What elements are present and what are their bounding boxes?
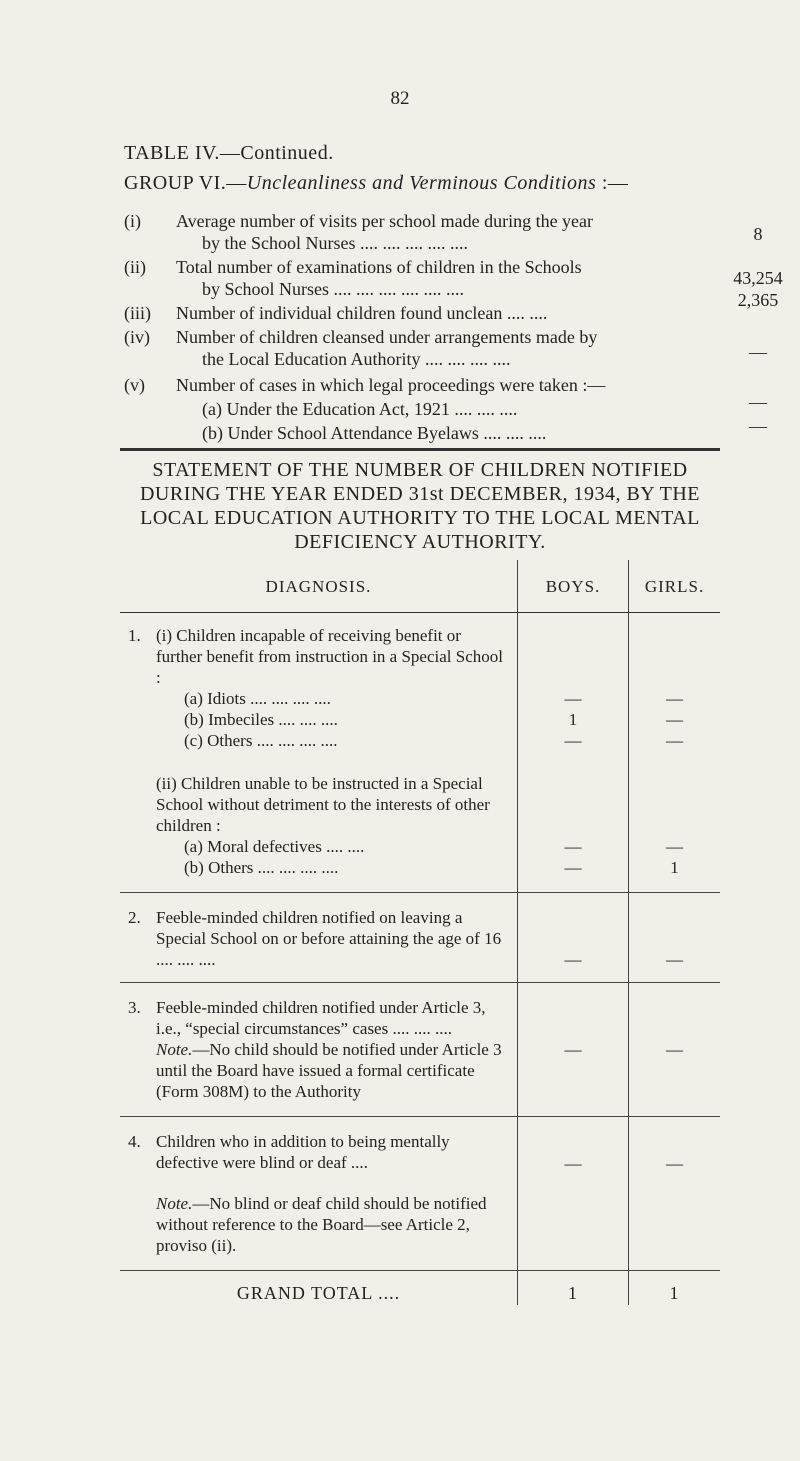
item-value: 2,365 xyxy=(737,290,779,310)
boys-value: 1 xyxy=(568,710,578,729)
item-text: (a) Under the Education Act, 1921 .... .... .... xyxy=(202,399,518,419)
item-value: — xyxy=(749,342,767,362)
note-text: —No child should be notified under Article 3 until the Board have issued a formal certificate (Form 308M) to the Authority xyxy=(156,1040,502,1101)
diagnosis-note xyxy=(120,1193,511,1256)
boys-cell xyxy=(517,613,628,893)
boys-value: — xyxy=(517,893,628,983)
grand-total-boys: 1 xyxy=(517,1271,628,1306)
item-line: Total number of examinations of children in the Schools xyxy=(176,257,582,277)
table-header-row xyxy=(120,560,720,613)
item-number: (v) xyxy=(124,375,145,395)
table-row xyxy=(120,983,720,1117)
note-label: Note. xyxy=(156,1040,193,1059)
item-number: (iv) xyxy=(124,327,150,347)
item-value: 8 xyxy=(753,224,763,244)
item-text: Number of cases in which legal proceedings were taken :— xyxy=(176,375,606,395)
item-text xyxy=(176,326,736,370)
item-line: by the School Nurses .... .... .... .... .... xyxy=(202,233,468,253)
row-number: 3. xyxy=(128,998,141,1017)
group-prefix: GROUP VI.— xyxy=(124,172,247,194)
girls-value: 1 xyxy=(670,858,679,877)
statement-line: STATEMENT OF THE NUMBER OF CHILDREN NOTIFIED xyxy=(152,459,688,481)
girls-value: — xyxy=(666,689,684,708)
group-title xyxy=(124,172,628,195)
table-row xyxy=(120,613,720,893)
statement-line: DEFICIENCY AUTHORITY. xyxy=(294,531,546,553)
header-girls: GIRLS. xyxy=(629,560,720,613)
statement-heading xyxy=(120,458,720,554)
diagnosis-cell xyxy=(120,893,517,983)
row-number: 1. xyxy=(128,626,141,645)
diagnosis-text: (i) Children incapable of receiving benefit or further benefit from instruction in a Special School : xyxy=(156,626,503,687)
diagnosis-sub: (c) Others .... .... .... .... xyxy=(184,731,338,750)
header-boys: BOYS. xyxy=(517,560,628,613)
header-diagnosis: DIAGNOSIS. xyxy=(120,560,517,613)
item-text: Number of individual children found unclean .... .... xyxy=(176,303,548,323)
girls-value: — xyxy=(629,983,720,1117)
boys-value: — xyxy=(517,983,628,1117)
diagnosis-cell xyxy=(120,613,517,893)
table-row xyxy=(120,1117,720,1271)
item-number: (ii) xyxy=(124,257,146,277)
item-text xyxy=(176,256,736,300)
statement-line: LOCAL EDUCATION AUTHORITY TO THE LOCAL MENTAL xyxy=(140,507,700,529)
boys-value: — xyxy=(564,689,582,708)
item-text: (b) Under School Attendance Byelaws .... .... .... xyxy=(202,423,547,443)
grand-total-label: GRAND TOTAL .... xyxy=(120,1271,517,1306)
note-label: Note. xyxy=(156,1194,193,1213)
table-title: TABLE IV.—Continued. xyxy=(124,142,334,164)
item-line: by School Nurses .... .... .... .... .... .... xyxy=(202,279,464,299)
boys-value: — xyxy=(517,1117,628,1271)
item-value: 43,254 xyxy=(733,268,783,288)
diagnosis-sub: (b) Others .... .... .... .... xyxy=(184,858,339,877)
item-number: (i) xyxy=(124,211,141,231)
diagnosis-text: Feeble-minded children notified on leaving a Special School on or before attaining the age of 16 .... .... .... xyxy=(156,908,502,969)
row-number: 4. xyxy=(128,1132,141,1151)
item-line: Average number of visits per school made during the year xyxy=(176,211,594,231)
diagnosis-cell xyxy=(120,1117,517,1271)
row-1-i xyxy=(120,625,517,688)
divider xyxy=(120,448,720,451)
item-number: (iii) xyxy=(124,303,151,323)
group-name: Uncleanliness and Verminous Conditions xyxy=(246,172,597,194)
diagnosis-sub: (a) Idiots .... .... .... .... xyxy=(184,689,331,708)
boys-value: — xyxy=(564,858,582,877)
girls-value: — xyxy=(629,1117,720,1271)
diagnosis-sub: (b) Imbeciles .... .... .... xyxy=(184,710,338,729)
group-suffix: :— xyxy=(596,172,629,194)
girls-value: — xyxy=(629,893,720,983)
item-value: — xyxy=(749,416,767,436)
boys-value: — xyxy=(564,837,582,856)
diagnosis-sub: (a) Moral defectives .... .... xyxy=(184,837,365,856)
diagnosis-text: Feeble-minded children notified under Article 3, i.e., “special circumstances” cases .... .... .... xyxy=(156,998,486,1038)
statement-line: DURING THE YEAR ENDED 31st DECEMBER, 1934, BY THE xyxy=(139,483,701,505)
table-row xyxy=(120,893,720,983)
diagnosis-text: (ii) Children unable to be instructed in a Special School without detriment to the interests of other children : xyxy=(156,774,490,835)
row-3 xyxy=(120,997,511,1039)
item-line: the Local Education Authority .... .... .... .... xyxy=(202,349,511,369)
notification-table xyxy=(120,560,720,1305)
note-text: —No blind or deaf child should be notified without reference to the Board—see Article 2, proviso (ii). xyxy=(156,1194,487,1255)
page-number: 82 xyxy=(390,88,410,109)
girls-value: — xyxy=(666,837,684,856)
item-line: Number of children cleansed under arrangements made by xyxy=(176,327,598,347)
boys-value: — xyxy=(564,731,582,750)
item-text xyxy=(176,210,736,254)
row-number: 2. xyxy=(128,908,141,927)
diagnosis-note xyxy=(120,1039,511,1102)
item-value: — xyxy=(749,392,767,412)
girls-value: — xyxy=(666,710,684,729)
row-4 xyxy=(120,1131,511,1173)
grand-total-row xyxy=(120,1271,720,1306)
girls-cell xyxy=(629,613,720,893)
diagnosis-text: Children who in addition to being mentally defective were blind or deaf .... xyxy=(156,1132,450,1172)
diagnosis-cell xyxy=(120,983,517,1117)
grand-total-girls: 1 xyxy=(669,1283,680,1303)
girls-value: — xyxy=(666,731,684,750)
row-2 xyxy=(120,907,511,970)
